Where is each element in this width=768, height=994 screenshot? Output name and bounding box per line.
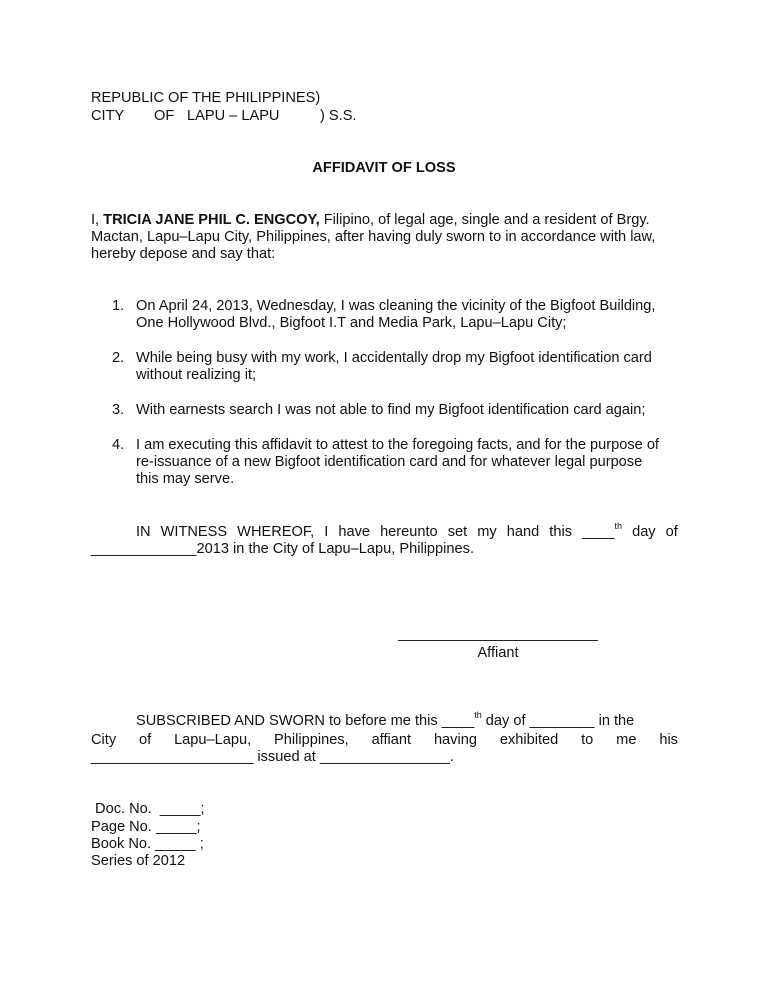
witness-word: day [632, 524, 656, 540]
jurat-word: of [139, 732, 152, 748]
item-number: 4. [112, 437, 125, 453]
jurat-word: me [616, 732, 637, 748]
venue-republic: REPUBLIC OF THE PHILIPPINES) [91, 90, 321, 106]
item-number: 3. [112, 402, 125, 418]
item-line: One Hollywood Blvd., Bigfoot I.T and Media Park, Lapu–Lapu City; [136, 315, 567, 332]
item-number: 1. [112, 298, 125, 314]
venue-city-word: CITY [91, 108, 125, 124]
item-line: without realizing it; [136, 367, 257, 384]
witness-word: hand [506, 524, 540, 540]
item-line: On April 24, 2013, Wednesday, I was cleaning the vicinity of the Bigfoot Building, [136, 298, 656, 314]
venue-city-name: LAPU – LAPU [187, 108, 280, 124]
witness-line-1 [136, 521, 678, 541]
jurat-line-3: ____________________ issued at ________________. [91, 749, 454, 765]
intro-prefix: I, [91, 212, 104, 228]
book-number: Book No. _____ ; [91, 836, 204, 852]
jurat-word: to [581, 732, 594, 748]
witness-word: WITNESS [160, 524, 228, 540]
witness-day-blank: ____$^{th}$ [582, 521, 623, 540]
intro-line-1-rest: Filipino, of legal age, single and a resident of Brgy. [319, 212, 650, 228]
ordinal-suffix: th [614, 521, 623, 531]
item-line: While being busy with my work, I accidentally drop my Bigfoot identification card [136, 350, 652, 366]
affiant-label: Affiant [477, 645, 519, 661]
item-line: With earnests search I was not able to find my Bigfoot identification card again; [136, 402, 646, 418]
witness-word: have [338, 524, 371, 540]
witness-word: IN [136, 524, 151, 540]
witness-word: I [324, 524, 329, 540]
jurat-word: City [91, 732, 117, 748]
witness-line-2: _____________2013 in the City of Lapu–Lapu, Philippines. [91, 541, 474, 557]
signature-line [398, 640, 598, 641]
jurat-line-2 [91, 732, 678, 749]
witness-word: of [665, 524, 678, 540]
doc-number: Doc. No. _____; [91, 801, 205, 817]
jurat-line-1 [136, 710, 635, 730]
item-line: I am executing this affidavit to attest to the foregoing facts, and for the purpose of [136, 437, 659, 453]
affiant-name: TRICIA JANE PHIL C. ENGCOY, [103, 212, 320, 228]
jurat-word: his [659, 732, 678, 748]
intro-line-1 [91, 212, 650, 229]
witness-word: this [549, 524, 572, 540]
document-title: AFFIDAVIT OF LOSS [312, 160, 456, 176]
jurat-word: Lapu–Lapu, [174, 732, 252, 748]
item-line: re-issuance of a new Bigfoot identification card and for whatever legal purpose [136, 454, 643, 471]
witness-word: set [447, 524, 468, 540]
jurat-word: exhibited [499, 732, 559, 748]
witness-word: hereunto [380, 524, 438, 540]
item-number: 2. [112, 350, 125, 366]
series-year: Series of 2012 [91, 853, 186, 869]
jurat-day-blank: ____ [441, 713, 475, 729]
page-number: Page No. _____; [91, 819, 201, 835]
witness-word: my [477, 524, 497, 540]
witness-word: WHEREOF, [237, 524, 315, 540]
jurat-word: affiant [371, 732, 412, 748]
venue-ss: ) S.S. [320, 108, 357, 124]
jurat-word: Philippines, [274, 732, 349, 748]
venue-of-word: OF [154, 108, 175, 124]
intro-line-2: Mactan, Lapu–Lapu City, Philippines, after having duly sworn to in accordance with law, [91, 229, 656, 245]
intro-line-3: hereby depose and say that: [91, 246, 276, 262]
item-line: this may serve. [136, 471, 235, 488]
ordinal-suffix: th [474, 710, 482, 720]
jurat-text: SUBSCRIBED AND SWORN to before me this [136, 713, 442, 729]
jurat-text: day of ________ in the [481, 713, 635, 729]
jurat-word: having [433, 732, 477, 748]
